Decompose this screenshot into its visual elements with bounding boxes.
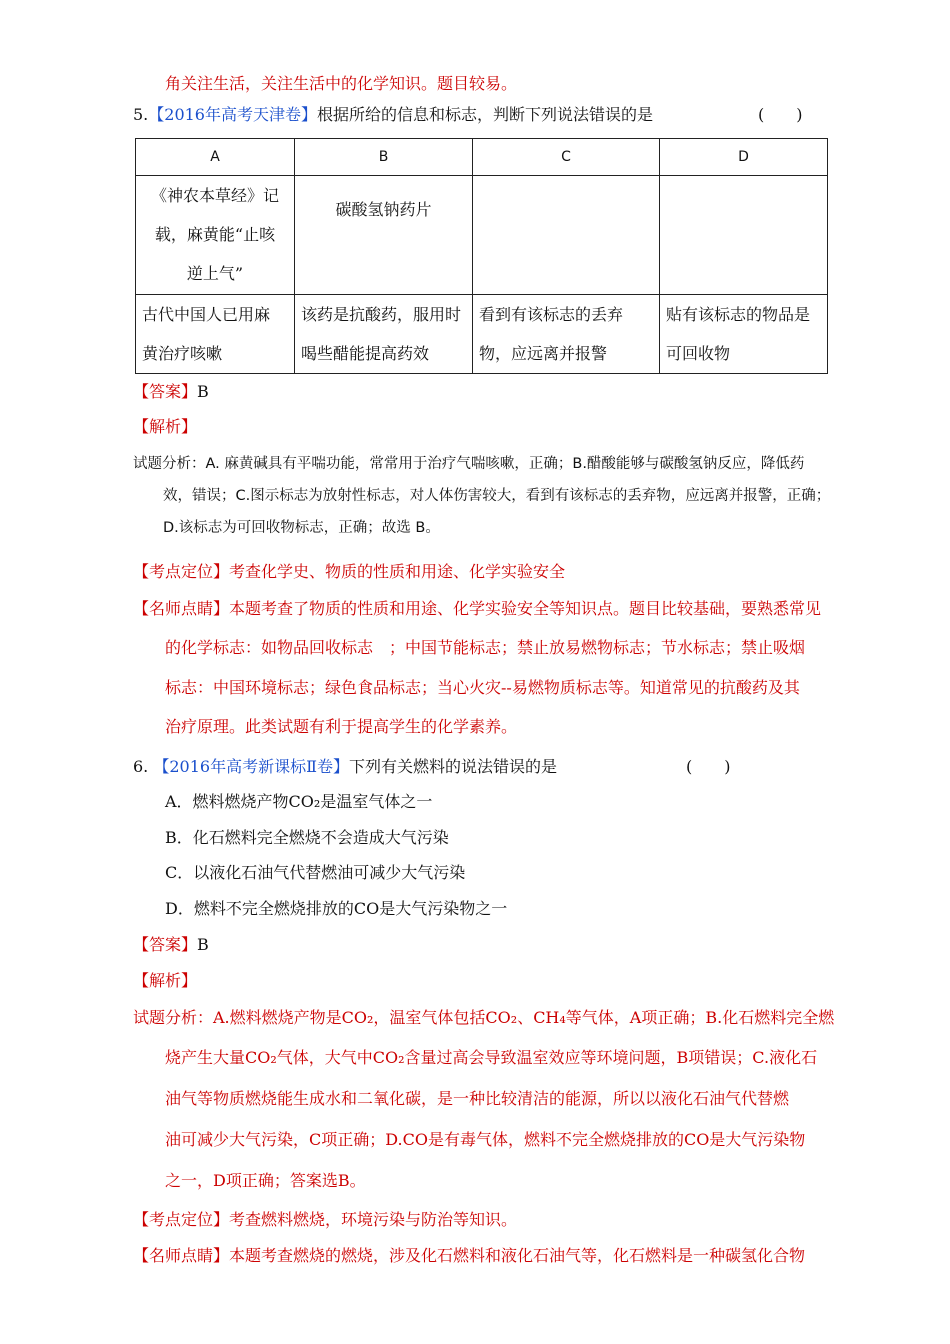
option-a-desc [136, 295, 295, 374]
answer-label: 【答案】 [133, 382, 198, 401]
kaodian-text: 考查化学史、物质的性质和用途、化学实验安全 [229, 562, 566, 581]
table-header-a: A [136, 139, 295, 176]
q5-answer-bracket: ( ) [758, 105, 803, 124]
answer-label: 【答案】 [133, 935, 198, 954]
option-b-desc-line: 喝些醋能提高药效 [301, 344, 430, 363]
q5-analysis-line: 效，错误；C.图示标志为放射性标志，对人体伤害较大，看到有该标志的丢弃物，应远离并报警，正确； [163, 488, 831, 504]
q5-number: 5. [133, 105, 149, 124]
option-a-desc-line: 黄治疗咳嗽 [142, 344, 223, 363]
q6-option-a: A．燃料燃烧产物CO₂是温室气体之一 [165, 792, 433, 811]
q5-mingshi-line: 治疗原理。此类试题有利于提高学生的化学素养。 [165, 717, 518, 736]
q5-stem: 根据所给的信息和标志，判断下列说法错误的是 [317, 105, 654, 124]
option-b-info: 碳酸氢钠药片 [295, 176, 473, 295]
table-desc-row [136, 295, 828, 374]
option-a-info-line: 载，麻黄能“止咳 [154, 225, 276, 244]
option-d-image-cell [660, 176, 828, 295]
q6-option-c: C．以液化石油气代替燃油可减少大气污染 [165, 863, 466, 882]
option-a-info-line: 《神农本草经》记 [150, 186, 279, 205]
mingshi-label: 【名师点睛】 [133, 599, 230, 618]
kaodian-text: 考查燃料燃烧，环境污染与防治等知识。 [229, 1210, 518, 1229]
q5-answer [133, 380, 209, 404]
q6-analysis-label: 【解析】 [133, 971, 198, 990]
q6-option-b: B．化石燃料完全燃烧不会造成大气污染 [165, 828, 449, 847]
q6-mingshi [133, 1244, 805, 1268]
q6-analysis-line: 之一，D项正确；答案选B。 [165, 1171, 366, 1190]
q5-source: 【2016年高考天津卷】 [148, 105, 317, 124]
option-c-desc [473, 295, 660, 374]
q6-answer-bracket: ( ) [686, 757, 731, 776]
kaodian-label: 【考点定位】 [133, 562, 230, 581]
q6-source: 【2016年高考新课标Ⅱ卷】 [153, 757, 349, 776]
q5-kaodian [133, 560, 565, 584]
option-c-image-cell [473, 176, 660, 295]
q6-kaodian [133, 1208, 517, 1232]
q5-mingshi [133, 597, 821, 621]
option-c-desc-line: 看到有该标志的丢弃 [479, 305, 624, 324]
option-a-info-line: 逆上气” [186, 264, 244, 283]
q5-header [133, 103, 653, 127]
kaodian-label: 【考点定位】 [133, 1210, 230, 1229]
q5-mingshi-line: 的化学标志：如物品回收标志 ；中国节能标志；禁止放易燃物标志；节水标志；禁止吸烟 [165, 638, 806, 657]
q6-stem: 下列有关燃料的说法错误的是 [348, 757, 557, 776]
table-header-d: D [660, 139, 828, 176]
q6-header [133, 755, 557, 779]
q6-option-d: D．燃料不完全燃烧排放的CO是大气污染物之一 [165, 899, 508, 918]
answer-value: B [197, 935, 209, 954]
q5-options-table [135, 138, 828, 374]
option-a-desc-line: 古代中国人已用麻 [142, 305, 271, 324]
q5-analysis-label: 【解析】 [133, 417, 198, 436]
q6-analysis-line: 试题分析：A.燃料燃烧产物是CO₂，温室气体包括CO₂、CH₄等气体，A项正确；B.化石燃料完全燃 [133, 1008, 835, 1027]
answer-value: B [197, 382, 209, 401]
q5-mingshi-line: 标志：中国环境标志；绿色食品标志；当心火灾--易燃物质标志等。知道常见的抗酸药及其 [165, 678, 800, 697]
q5-analysis-line: 试题分析：A. 麻黄碱具有平喘功能，常常用于治疗气喘咳嗽，正确；B.醋酸能够与碳酸氢钠反应，降低药 [133, 456, 805, 472]
q6-analysis-line: 油气等物质燃烧能生成水和二氧化碳，是一种比较清洁的能源，所以以液化石油气代替燃 [165, 1089, 790, 1108]
q6-answer [133, 933, 209, 957]
table-info-row [136, 176, 828, 295]
intro-line: 角关注生活，关注生活中的化学知识。题目较易。 [165, 74, 518, 93]
mingshi-line: 本题考查燃烧的燃烧，涉及化石燃料和液化石油气等，化石燃料是一种碳氢化合物 [229, 1246, 806, 1265]
option-b-desc [295, 295, 473, 374]
q6-number: 6. [133, 757, 149, 776]
option-c-desc-line: 物，应远离并报警 [479, 344, 608, 363]
table-header-b: B [295, 139, 473, 176]
option-a-info [136, 176, 295, 295]
table-header-c: C [473, 139, 660, 176]
option-b-desc-line: 该药是抗酸药，服用时 [301, 305, 462, 324]
q6-analysis-line: 油可减少大气污染，C项正确；D.CO是有毒气体，燃料不完全燃烧排放的CO是大气污染物 [165, 1130, 806, 1149]
option-d-desc-line: 贴有该标志的物品是 [666, 305, 811, 324]
table-header-row [136, 139, 828, 176]
option-d-desc-line: 可回收物 [666, 344, 731, 363]
option-d-desc [660, 295, 828, 374]
q5-analysis-line: D.该标志为可回收物标志，正确；故选 B。 [163, 520, 440, 536]
q6-analysis-line: 烧产生大量CO₂气体，大气中CO₂含量过高会导致温室效应等环境问题，B项错误；C.液化石 [165, 1048, 818, 1067]
mingshi-line: 本题考查了物质的性质和用途、化学实验安全等知识点。题目比较基础，要熟悉常见 [229, 599, 822, 618]
mingshi-label: 【名师点睛】 [133, 1246, 230, 1265]
